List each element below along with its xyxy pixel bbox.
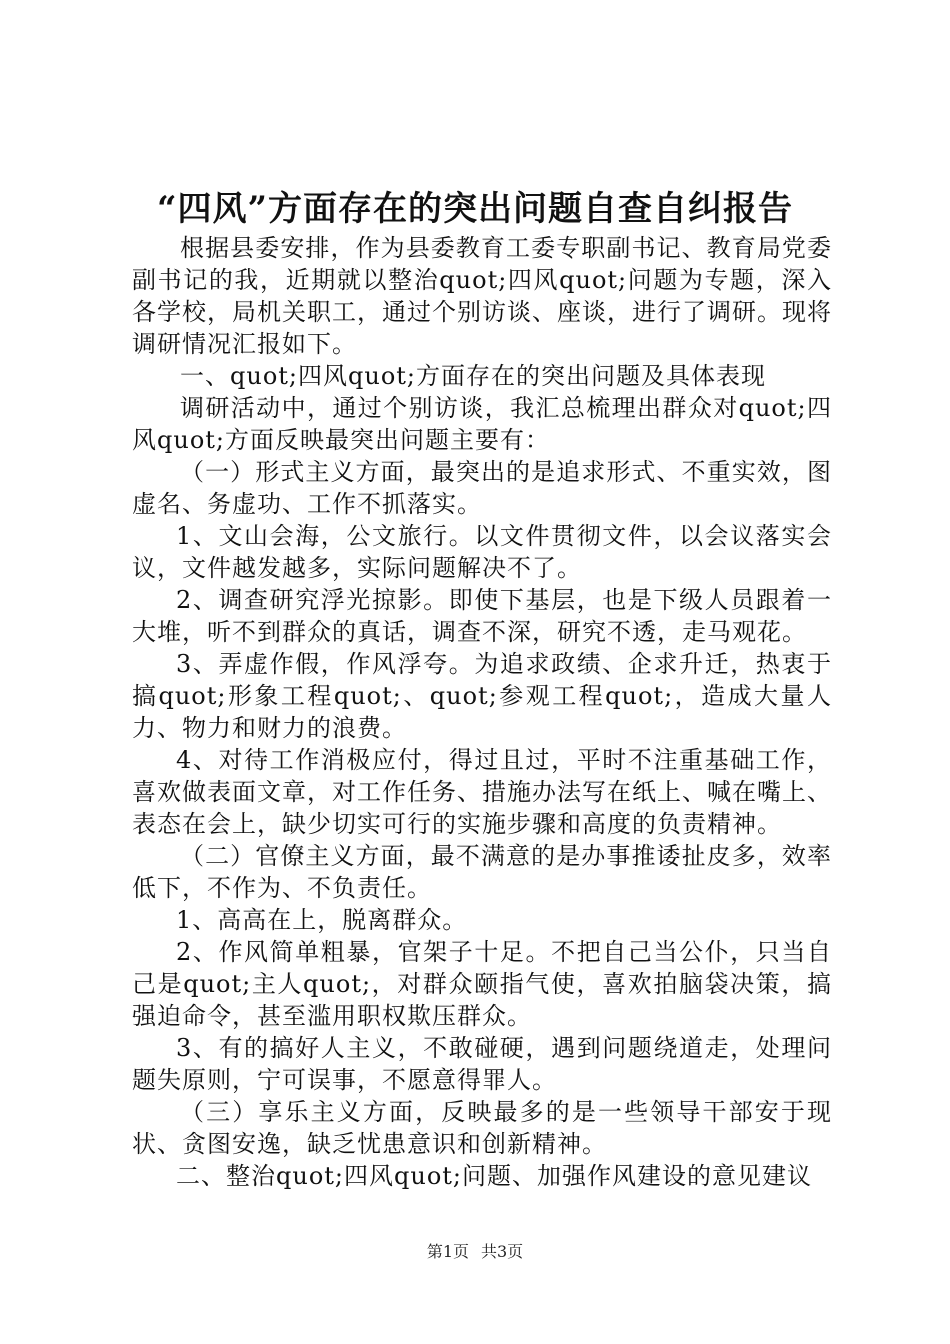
subsection-bureaucracy: （二）官僚主义方面，最不满意的是办事推诿扯皮多，效率低下，不作为、不负责任。 (132, 842, 832, 902)
list-item: 4、对待工作消极应付，得过且过，平时不注重基础工作，喜欢做表面文章，对工作任务、措施办法写在纸上、喊在嘴上、表态在会上，缺少切实可行的实施步骤和高度的负责精神。 (132, 746, 832, 838)
list-item: 3、弄虚作假，作风浮夸。为追求政绩、企求升迁，热衷于搞quot;形象工程quot;、quot;参观工程quot;，造成大量人力、物力和财力的浪费。 (132, 650, 832, 742)
page-number-current: 第1页 (426, 1242, 469, 1261)
document-title: “四风”方面存在的突出问题自查自纠报告 (156, 189, 794, 229)
list-item: 2、调查研究浮光掠影。即使下基层，也是下级人员跟着一大堆，听不到群众的真话，调查不深，研究不透，走马观花。 (132, 586, 832, 646)
page-number-total: 共3页 (481, 1242, 524, 1261)
document-body (132, 232, 832, 1192)
paragraph-intro: 根据县委安排，作为县委教育工委专职副书记、教育局党委副书记的我，近期就以整治quot;四风quot;问题为专题，深入各学校，局机关职工，通过个别访谈、座谈，进行了调研。现将调研情况汇报如下。 (132, 234, 832, 358)
page-footer (0, 1241, 950, 1263)
list-item: 3、有的搞好人主义，不敢碰硬，遇到问题绕道走，处理问题失原则，宁可误事，不愿意得罪人。 (132, 1034, 832, 1094)
subsection-formalism: （一）形式主义方面，最突出的是追求形式、不重实效，图虚名、务虚功、工作不抓落实。 (132, 458, 832, 518)
section-heading-2: 二、整治quot;四风quot;问题、加强作风建设的意见建议 (176, 1162, 812, 1190)
list-item: 1、高高在上，脱离群众。 (176, 906, 468, 934)
section-heading-1: 一、quot;四风quot;方面存在的突出问题及具体表现 (180, 362, 766, 390)
subsection-hedonism: （三）享乐主义方面，反映最多的是一些领导干部安于现状、贪图安逸，缺乏忧患意识和创新精神。 (132, 1098, 832, 1158)
list-item: 1、文山会海，公文旅行。以文件贯彻文件，以会议落实会议，文件越发越多，实际问题解决不了。 (132, 522, 832, 582)
list-item: 2、作风简单粗暴，官架子十足。不把自己当公仆，只当自己是quot;主人quot;，对群众颐指气使，喜欢拍脑袋决策，搞强迫命令，甚至滥用职权欺压群众。 (132, 938, 832, 1030)
paragraph-survey: 调研活动中，通过个别访谈，我汇总梳理出群众对quot;四风quot;方面反映最突出问题主要有： (132, 394, 832, 454)
